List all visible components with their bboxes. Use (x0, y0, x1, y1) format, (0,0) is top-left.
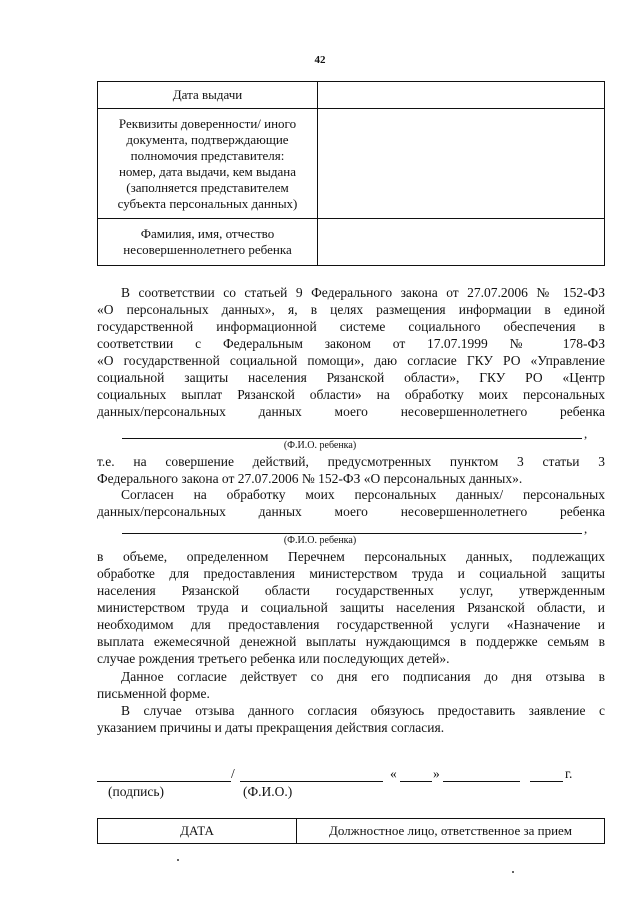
child-name-fill-line-1[interactable] (122, 438, 582, 439)
child-name-caption-1: (Ф.И.О. ребенка) (283, 440, 357, 451)
child-name-caption-2: (Ф.И.О. ребенка) (283, 535, 357, 546)
scan-speck (512, 871, 514, 873)
value-cell-power-of-attorney[interactable] (318, 109, 605, 219)
text-line: в объеме, определенном Перечнем персональных данных, подлежащих (97, 549, 605, 564)
row-label-child-name (98, 219, 318, 266)
representative-info-table (97, 81, 605, 266)
date-cell: ДАТА (98, 819, 297, 843)
text-line: В случае отзыва данного согласия обязуюсь предоставить заявление с (121, 703, 605, 718)
purpose-paragraph (97, 453, 605, 487)
text-line: указанием причины и даты прекращения действия согласия. (97, 720, 445, 735)
table-row (98, 82, 605, 109)
quote-close: » (433, 766, 440, 781)
table-row (98, 219, 605, 266)
comma: , (584, 521, 588, 536)
scan-speck (177, 859, 179, 861)
scope-paragraph (97, 548, 605, 667)
text-line: выплата ежемесячной денежной выплаты нуждающимся в поддержке семьям в (97, 634, 605, 649)
text-line: соответствии с Федеральным законом от 17.07.1999 № 178-ФЗ (97, 336, 605, 351)
text-line: данных/персональных данных моего несовершеннолетнего ребенка (97, 404, 605, 419)
label-line: номер, дата выдачи, кем выдана (118, 163, 297, 179)
label-line: документа, подтверждающие (126, 131, 289, 147)
text-line: Данное согласие действует со дня его подписания до дня отзыва в (121, 669, 605, 684)
text-line: Федерального закона от 27.07.2006 № 152-ФЗ «О персональных данных». (97, 471, 523, 486)
quote-open: « (390, 766, 397, 781)
child-name-fill-line-2[interactable] (122, 533, 582, 534)
page-number: 42 (314, 54, 326, 66)
acceptance-table (97, 818, 605, 844)
text-line: В соответствии со статьей 9 Федерального закона от 27.07.2006 № 152-ФЗ (121, 285, 605, 300)
signature-line[interactable] (97, 781, 231, 782)
label-line: Реквизиты доверенности/ иного (118, 115, 297, 131)
text-line: «О государственной социальной помощи», даю согласие ГКУ РО «Управление (97, 353, 605, 368)
text-line: государственной информационной системе социального обеспечения в (97, 319, 605, 334)
label-line: несовершеннолетнего ребенка (123, 242, 292, 257)
text-line: социальных выплат Рязанской области» на обработку моих персональных (97, 387, 605, 402)
text-line: т.е. на совершение действий, предусмотренных пунктом 3 статьи 3 (97, 454, 605, 469)
text-line: населения Рязанской области государственных услуг, утвержденным (97, 583, 605, 598)
row-label-issue-date (98, 82, 318, 109)
label-line: полномочия представителя: (130, 147, 285, 163)
text-line: обработке для предоставления министерством труда и социальной защиты (97, 566, 605, 581)
table-row (98, 109, 605, 219)
slash-separator: / (231, 766, 235, 781)
agreement-paragraph (97, 486, 605, 520)
signature-caption: (подпись) (108, 784, 165, 799)
comma: , (584, 426, 588, 441)
label-line: субъекта персональных данных) (117, 195, 298, 211)
label-line: Фамилия, имя, отчество (140, 226, 275, 241)
row-label-power-of-attorney (98, 109, 318, 219)
text-line: случае рождения третьего ребенка или последующих детей». (97, 651, 450, 666)
label-line: (заполняется представителем (126, 179, 289, 195)
value-cell-issue-date[interactable] (318, 82, 605, 109)
consent-paragraph (97, 284, 605, 420)
text-line: письменной форме. (97, 686, 210, 701)
text-line: необходимом для предоставления государственной услуги «Назначение и (97, 617, 605, 632)
year-line[interactable] (530, 781, 563, 782)
responsible-official-cell: Должностное лицо, ответственное за прием (328, 823, 573, 838)
fio-caption: (Ф.И.О.) (243, 784, 293, 799)
label-line: Дата выдачи (172, 87, 243, 102)
revocation-paragraph (97, 702, 605, 736)
month-line[interactable] (443, 781, 520, 782)
day-line[interactable] (400, 781, 432, 782)
value-cell-child-name[interactable] (318, 219, 605, 266)
text-line: Согласен на обработку моих персональных данных/ персональных (121, 487, 605, 502)
fio-line[interactable] (240, 781, 383, 782)
text-line: министерством труда и социальной защиты населения Рязанской области, и (97, 600, 605, 615)
text-line: социальной защиты населения Рязанской области», ГКУ РО «Центр (97, 370, 605, 385)
validity-paragraph (97, 668, 605, 702)
text-line: «О персональных данных», я, в целях размещения информации в единой (97, 302, 605, 317)
year-suffix: г. (565, 766, 573, 781)
text-line: данных/персональных данных моего несовершеннолетнего ребенка (97, 504, 605, 519)
